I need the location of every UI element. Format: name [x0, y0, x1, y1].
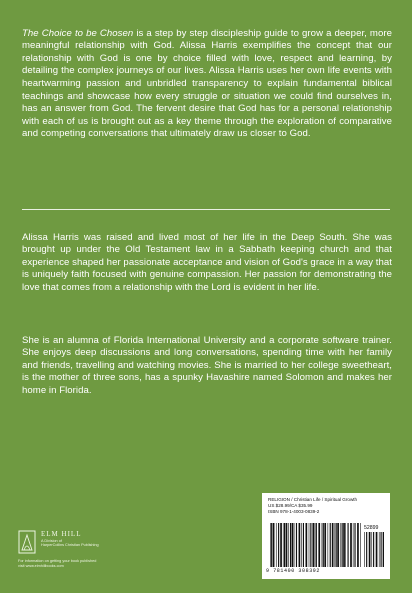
book-category: RELIGION / Christian Life / Spiritual Growth — [268, 497, 358, 502]
isbn-barcode-icon — [270, 523, 362, 567]
price-code: 52899 — [364, 525, 379, 531]
publisher-info: For information on getting your book published visit www.elmhillbooks.com — [18, 559, 97, 568]
book-isbn: ISBN 978-1-4003-0839-2 — [268, 509, 320, 514]
author-bio-paragraph-1: Alissa Harris was raised and lived most of her life in the Deep South. She was brought up under the Old Testament law in a Sabbath keeping church and that experience shaped her passionate acceptance and vision of God's grace in a way that is uniquely faith focused with genuine compassion. Her passion for demonstrating the love that comes from a relationship with the Lord is evident in her life. — [22, 231, 392, 293]
publisher-division: A Division of HarperCollins Christian Publishing — [41, 539, 99, 548]
book-description — [22, 28, 392, 141]
book-price: US $28.99/CA $35.99 — [268, 503, 313, 508]
author-bio-paragraph-2: She is an alumna of Florida International University and a corporate software trainer. She enjoys deep discussions and long conversations, spending time with her family and friends, travelling and watching movies. She is married to her college sweetheart, is the mother of three sons, has a spunky Havashire named Solomon and makes her home in Florida. — [22, 334, 392, 396]
section-divider — [22, 209, 390, 210]
book-description-text: is a step by step discipleship guide to grow a deeper, more meaningful relationship with God. Alissa Harris exemplifies the concept that our relationship with God is one by choice filled with love, respect and learning, by detailing the complex journeys of our lives. Alissa Harris uses her own life events with heartwarming passion and unbridled transparency to explain fundamental biblical teachings and showcase how every struggle or situation we could find ourselves in, has an answer from God. The fervent desire that God has for a personal relationship with each of us is brought out as a key theme through the exploration of comparative and competing conversations that ultimately draw us closer to God. — [22, 27, 392, 140]
publisher-name: ELM HILL — [41, 530, 82, 538]
book-title: The Choice to be Chosen — [22, 27, 134, 39]
elm-hill-logo-icon — [18, 530, 36, 554]
barcode-digits: 9 781400 308392 — [266, 568, 321, 574]
barcode-box — [262, 493, 390, 579]
price-barcode-icon — [364, 532, 384, 567]
